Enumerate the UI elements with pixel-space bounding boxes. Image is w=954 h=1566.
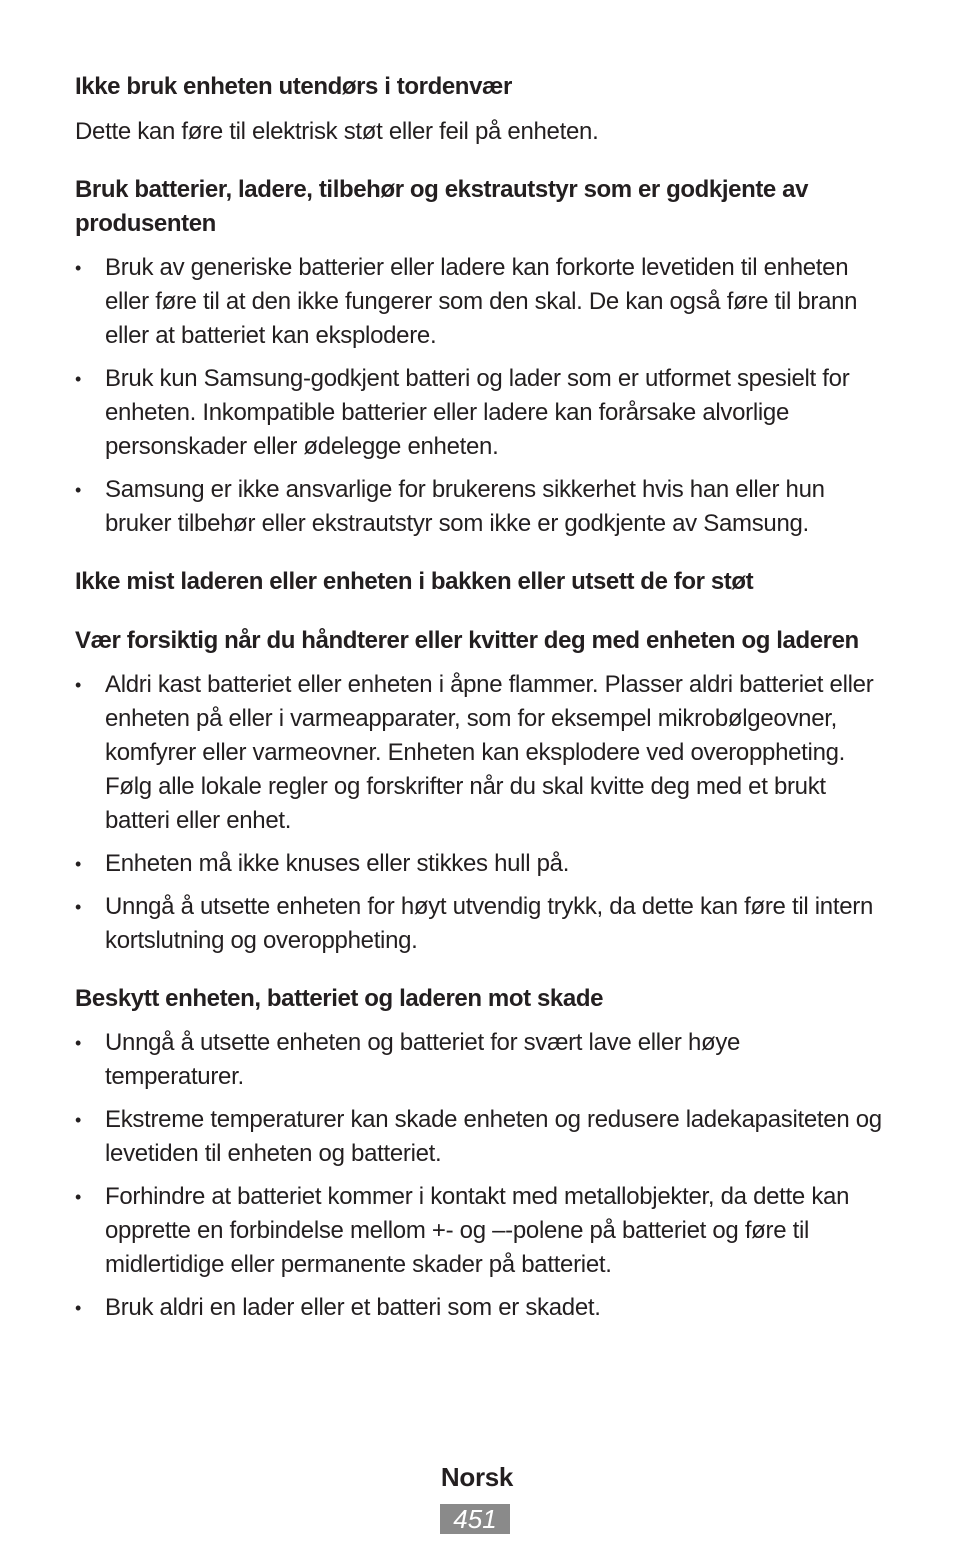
- section-heading: Beskytt enheten, batteriet og laderen mot skade: [75, 985, 604, 1012]
- list-item: [75, 1026, 885, 1094]
- list-item-text: Enheten må ikke knuses eller stikkes hull på.: [105, 850, 570, 877]
- bullet-list: [75, 668, 885, 958]
- list-item: [75, 1291, 885, 1325]
- section-thunderstorm: [75, 70, 885, 149]
- list-item-text: Samsung er ikke ansvarlige for brukerens sikkerhet hvis han eller hun bruker tilbehør eller ekstrautstyr som ikke er godkjente av Samsung.: [105, 476, 825, 537]
- list-item: [75, 890, 885, 958]
- bullet-icon: •: [75, 1187, 82, 1207]
- section-heading: Bruk batterier, ladere, tilbehør og ekstrautstyr som er godkjente av produsenten: [75, 176, 809, 237]
- page-number-badge: 451: [440, 1504, 510, 1534]
- list-item: [75, 473, 885, 541]
- bullet-icon: •: [75, 480, 82, 500]
- list-item: [75, 1103, 885, 1171]
- list-item-text: Unngå å utsette enheten og batteriet for svært lave eller høye temperaturer.: [105, 1029, 741, 1090]
- bullet-icon: •: [75, 1033, 82, 1053]
- bullet-icon: •: [75, 1298, 82, 1318]
- list-item: [75, 251, 885, 353]
- list-item-text: Aldri kast batteriet eller enheten i åpne flammer. Plasser aldri batteriet eller enheten på eller i varmeapparater, som for eksempel mikrobølgeovner, komfyrer eller varmeovner. Enheten kan eksplodere ved overoppheting. Følg alle lokale regler og forskrifter når du skal kvitte deg med et brukt batteri eller enhet.: [105, 671, 874, 834]
- list-item-text: Bruk av generiske batterier eller ladere kan forkorte levetiden til enheten eller føre til at den ikke fungerer som den skal. De kan også føre til brann eller at batteriet kan eksplodere.: [105, 254, 858, 349]
- section-heading: Ikke bruk enheten utendørs i tordenvær: [75, 73, 512, 100]
- bullet-icon: •: [75, 369, 82, 389]
- document-body: [75, 70, 885, 1349]
- section-paragraph: Dette kan føre til elektrisk støt eller feil på enheten.: [75, 118, 599, 145]
- section-approved-accessories: [75, 173, 885, 541]
- list-item: [75, 668, 885, 838]
- bullet-icon: •: [75, 854, 82, 874]
- list-item-text: Unngå å utsette enheten for høyt utvendig trykk, da dette kan føre til intern kortslutning og overoppheting.: [105, 893, 874, 954]
- section-drop-shock: [75, 565, 885, 599]
- list-item: [75, 362, 885, 464]
- bullet-icon: •: [75, 258, 82, 278]
- bullet-list: [75, 1026, 885, 1325]
- list-item-text: Bruk kun Samsung-godkjent batteri og lader som er utformet spesielt for enheten. Inkompatible batterier eller ladere kan forårsake alvorlige personskader eller ødelegge enheten.: [105, 365, 850, 460]
- section-heading: Vær forsiktig når du håndterer eller kvitter deg med enheten og laderen: [75, 627, 859, 654]
- list-item-text: Forhindre at batteriet kommer i kontakt med metallobjekter, da dette kan opprette en forbindelse mellom +- og –-polene på batteriet og føre til midlertidige eller permanente skader på batteriet.: [105, 1183, 850, 1278]
- section-protect-damage: [75, 982, 885, 1325]
- bullet-icon: •: [75, 1110, 82, 1130]
- bullet-list: [75, 251, 885, 541]
- section-handling-disposal: [75, 624, 885, 958]
- list-item-text: Bruk aldri en lader eller et batteri som er skadet.: [105, 1294, 601, 1321]
- list-item-text: Ekstreme temperaturer kan skade enheten og redusere ladekapasiteten og levetiden til enheten og batteriet.: [105, 1106, 882, 1167]
- list-item: [75, 1180, 885, 1282]
- section-heading: Ikke mist laderen eller enheten i bakken eller utsett de for støt: [75, 568, 754, 595]
- bullet-icon: •: [75, 675, 82, 695]
- bullet-icon: •: [75, 897, 82, 917]
- list-item: [75, 847, 885, 881]
- footer-language-label: Norsk: [440, 1462, 514, 1492]
